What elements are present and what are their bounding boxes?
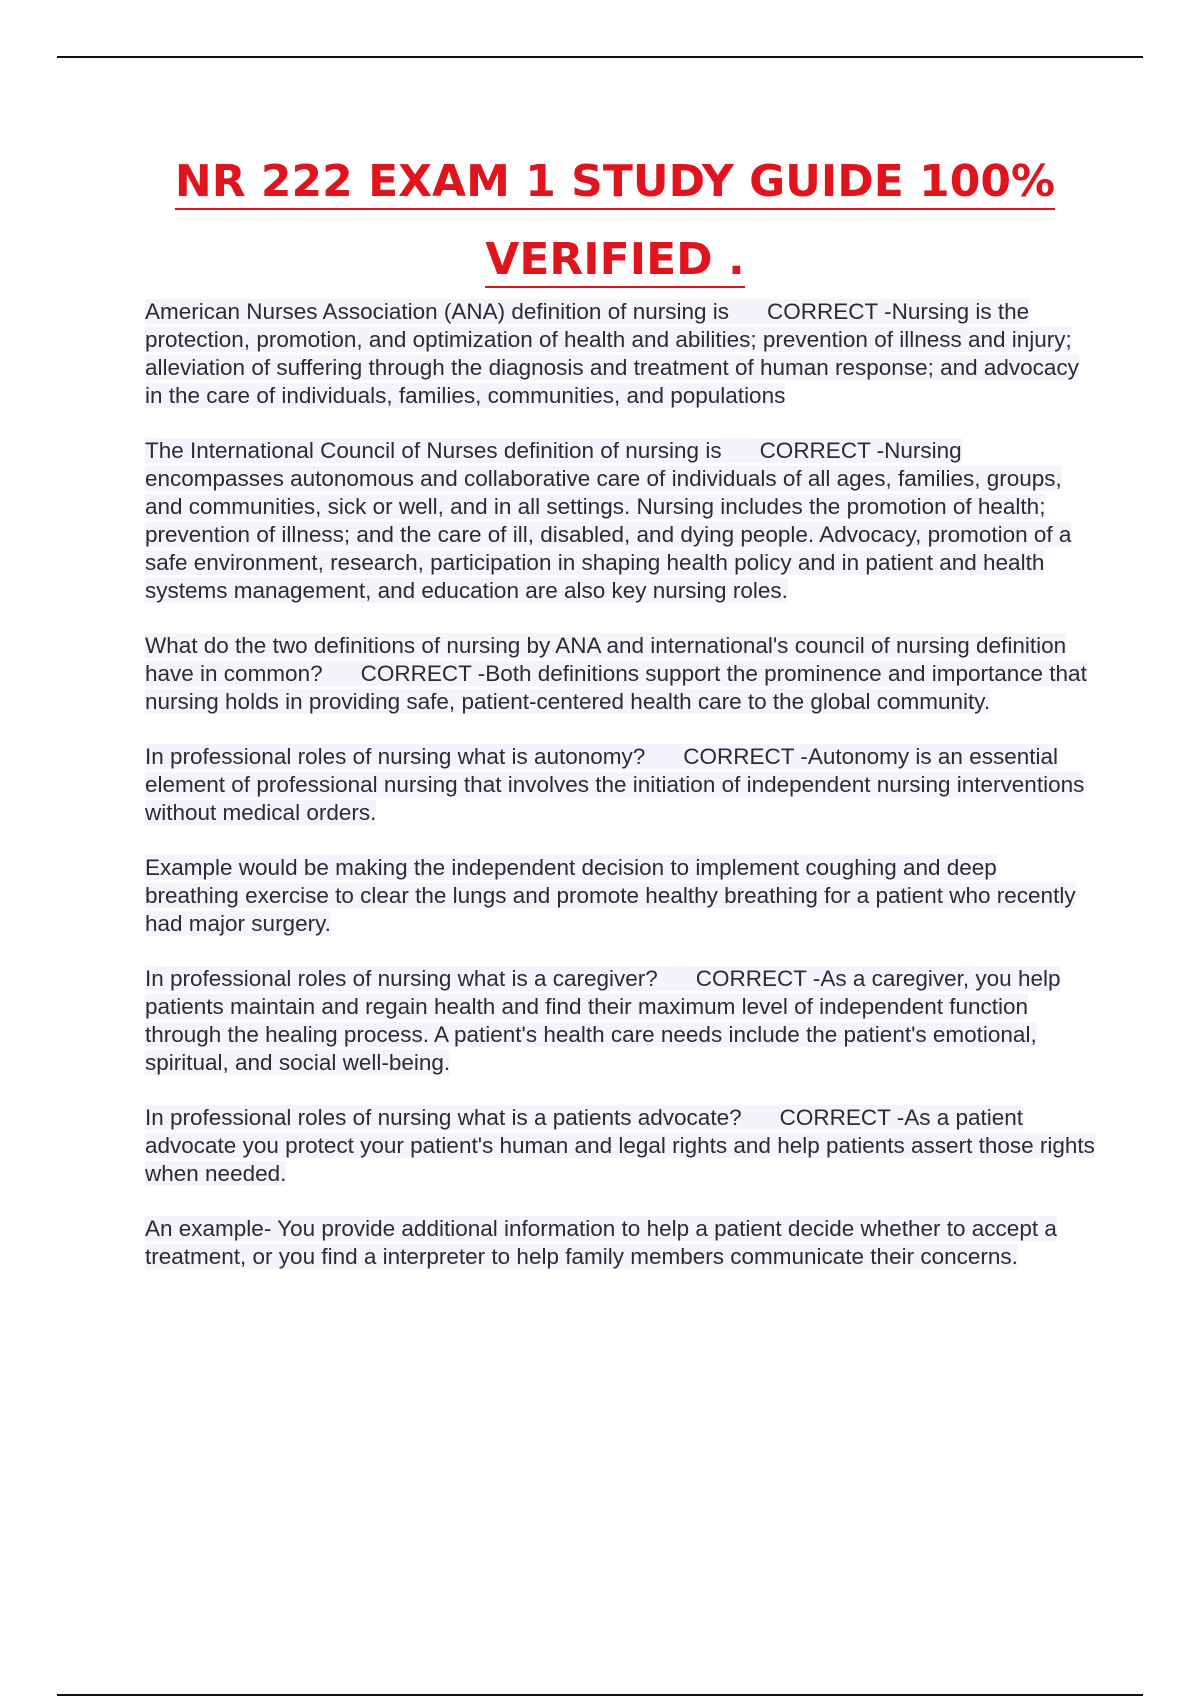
- example-patient-advocate: [145, 1215, 1095, 1271]
- example-text: Example would be making the independent decision to implement coughing and deep breathing exercise to clear the lungs and promote healthy breathing for a patient who recently had major surgery.: [145, 855, 1076, 936]
- question-text: American Nurses Association (ANA) definition of nursing is: [145, 299, 730, 324]
- question-text: In professional roles of nursing what is autonomy?: [145, 744, 646, 769]
- answer-text: CORRECT -As a caregiver, you help patients maintain and regain health and find their maximum level of independent function through the healing process. A patient's health care needs include the patient's emotional, spiritual, and social well-being.: [145, 966, 1061, 1075]
- question-text: The International Council of Nurses definition of nursing is: [145, 438, 722, 463]
- question-text: In professional roles of nursing what is a caregiver?: [145, 966, 658, 991]
- answer-text: CORRECT -Autonomy is an essential element of professional nursing that involves the initiation of independent nursing interventions without medical orders.: [145, 744, 1085, 825]
- top-rule: [57, 56, 1143, 58]
- example-text: An example- You provide additional information to help a patient decide whether to accept a treatment, or you find a interpreter to help family members communicate their concerns.: [145, 1216, 1057, 1269]
- answer-text: CORRECT -Nursing encompasses autonomous and collaborative care of individuals of all ages, families, groups, and communities, sick or well, and in all settings. Nursing includes the promotion of health; prevention of illness; and the care of ill, disabled, and dying people. Advocacy, promotion of a safe environment, research, participation in shaping health policy and in patient and health systems management, and education are also key nursing roles.: [145, 438, 1072, 603]
- answer-text: CORRECT -Nursing is the protection, promotion, and optimization of health and abilities; prevention of illness and injury; alleviation of suffering through the diagnosis and treatment of human response; and advocacy in the care of individuals, families, communities, and populations: [145, 299, 1079, 408]
- study-guide-content: [145, 298, 1095, 1298]
- qa-entry-icn-definition: [145, 437, 1095, 605]
- question-text: What do the two definitions of nursing by ANA and international's council of nursing definition have in common?: [145, 633, 1067, 686]
- qa-entry-definitions-common: [145, 632, 1095, 716]
- example-autonomy: [145, 854, 1095, 938]
- title-line-1: NR 222 EXAM 1 STUDY GUIDE 100%: [175, 156, 1055, 210]
- answer-text: CORRECT -As a patient advocate you protect your patient's human and legal rights and help patients assert those rights when needed.: [145, 1105, 1095, 1186]
- qa-entry-autonomy: [145, 743, 1095, 827]
- title-line-2: VERIFIED .: [485, 234, 744, 288]
- qa-entry-ana-definition: [145, 298, 1095, 410]
- qa-entry-patient-advocate: [145, 1104, 1095, 1188]
- question-text: In professional roles of nursing what is a patients advocate?: [145, 1105, 742, 1130]
- document-title: [0, 148, 1200, 304]
- answer-text: CORRECT -Both definitions support the prominence and importance that nursing holds in providing safe, patient-centered health care to the global community.: [145, 661, 1087, 714]
- qa-entry-caregiver: [145, 965, 1095, 1077]
- bottom-rule: [57, 1694, 1143, 1696]
